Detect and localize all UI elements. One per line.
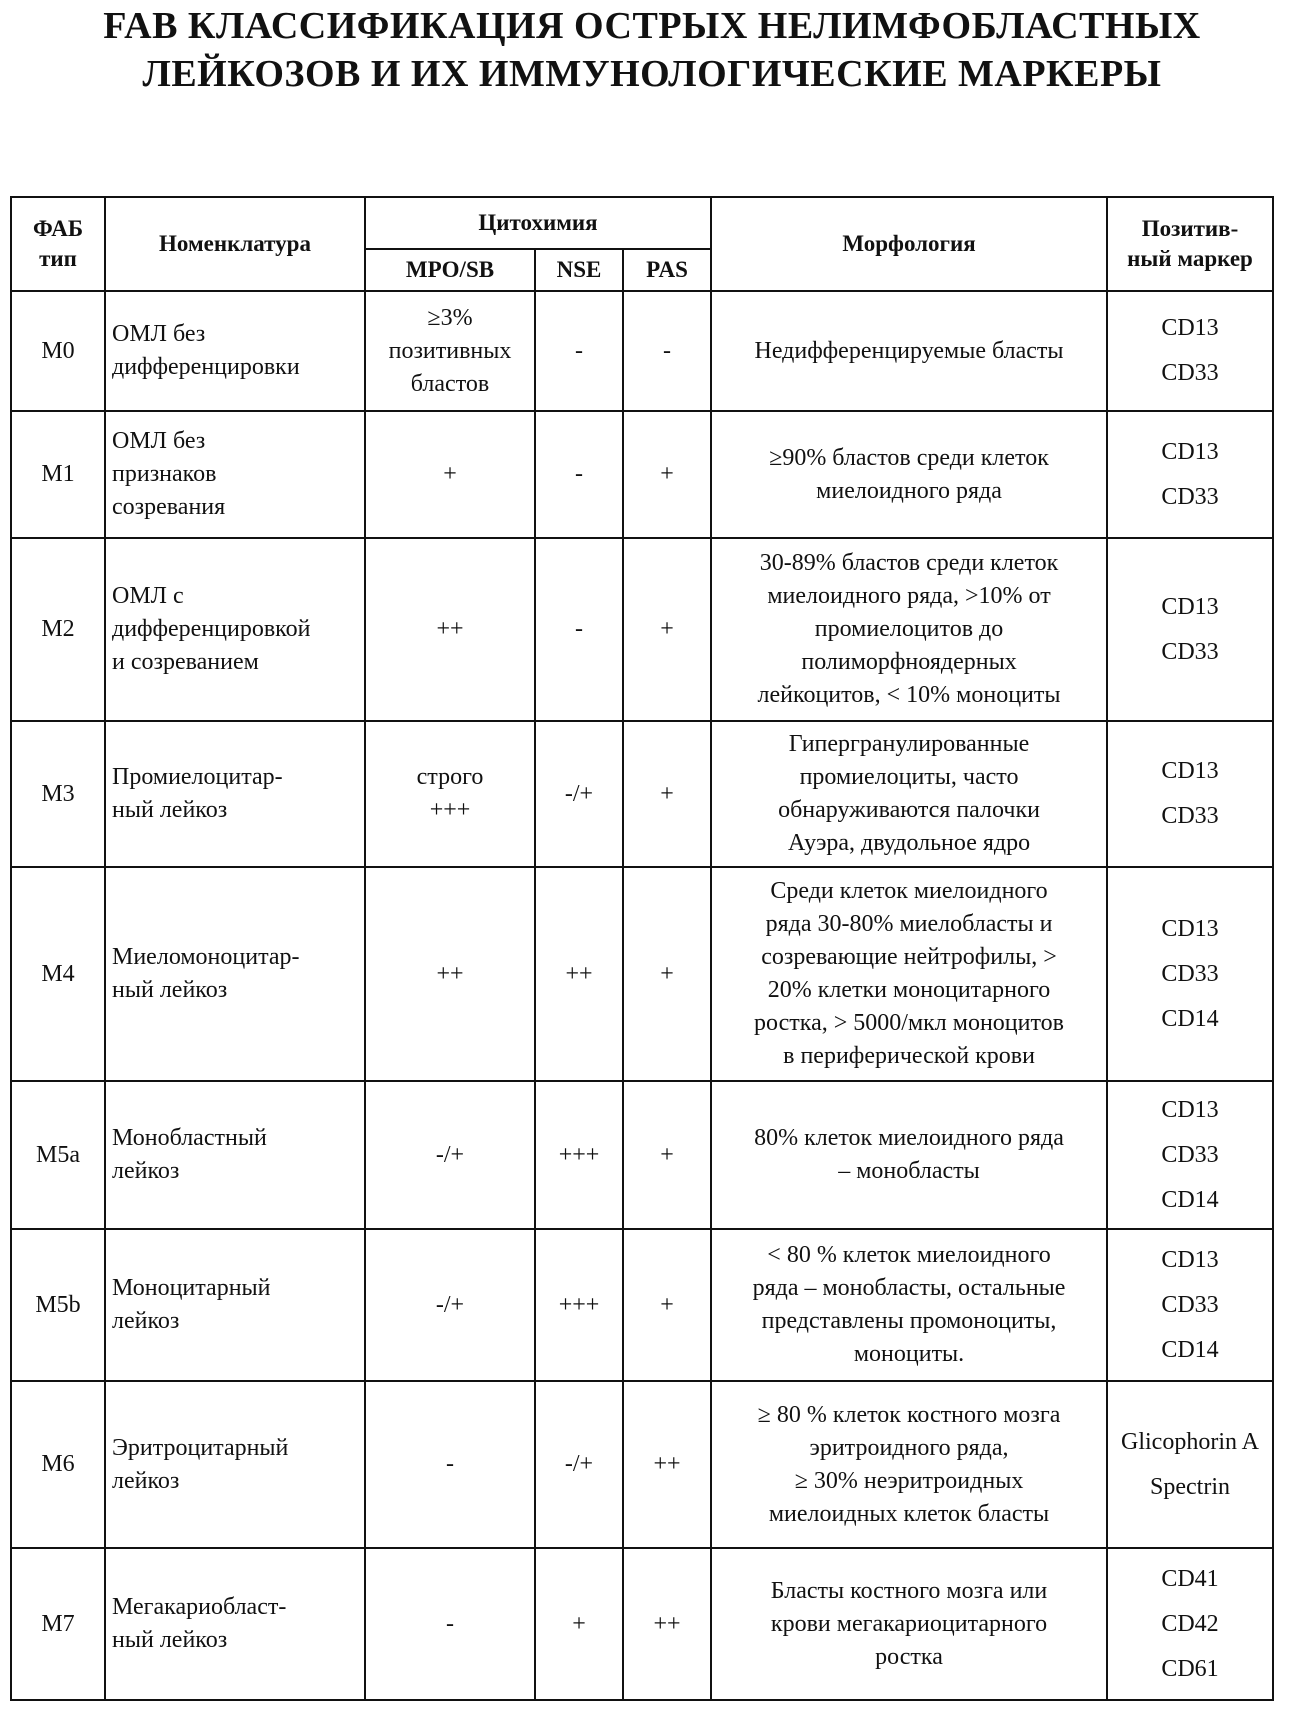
cell-morphology: Недифференцируемые бласты [711, 291, 1107, 411]
cell-fab-type: M5b [11, 1229, 105, 1381]
cell-mpo-sb: + [365, 411, 535, 538]
cell-mpo-sb: - [365, 1381, 535, 1548]
cell-fab-type: M7 [11, 1548, 105, 1700]
header-mpo-sb: MPO/SB [365, 249, 535, 291]
title-line-2: ЛЕЙКОЗОВ И ИХ ИММУНОЛОГИЧЕСКИЕ МАРКЕРЫ [142, 53, 1162, 95]
marker-item: Glicophorin A [1121, 1428, 1260, 1455]
cell-fab-type: M5a [11, 1081, 105, 1229]
marker-item: CD14 [1161, 1186, 1219, 1213]
cell-nse: - [535, 538, 623, 721]
header-nse: NSE [535, 249, 623, 291]
cell-morphology: ≥ 80 % клеток костного мозга эритроидного ряда, ≥ 30% неэритроидных миелоидных клеток бласты [711, 1381, 1107, 1548]
cell-fab-type: M2 [11, 538, 105, 721]
cell-morphology: 80% клеток миелоидного ряда – монобласты [711, 1081, 1107, 1229]
marker-item: CD13 [1161, 758, 1219, 784]
cell-nse: ++ [535, 867, 623, 1081]
cell-pas: + [623, 1081, 711, 1229]
cell-nomenclature: Мегакариобласт- ный лейкоз [105, 1548, 365, 1700]
header-pas: PAS [623, 249, 711, 291]
marker-item: CD33 [1161, 483, 1219, 510]
marker-item: CD33 [1161, 960, 1219, 987]
cell-pas: + [623, 538, 711, 721]
cell-nse: +++ [535, 1229, 623, 1381]
cell-nomenclature: Монобластный лейкоз [105, 1081, 365, 1229]
cell-morphology: Гипергранулированные промиелоциты, часто обнаруживаются палочки Ауэра, двудольное ядро [711, 721, 1107, 867]
header-nomenclature: Номенклатура [105, 197, 365, 291]
marker-item: CD13 [1161, 438, 1219, 465]
cell-nomenclature: ОМЛ с дифференцировкой и созреванием [105, 538, 365, 721]
table-row [11, 1381, 1273, 1548]
marker-item: CD33 [1161, 360, 1219, 386]
cell-positive-markers [1107, 867, 1273, 1081]
marker-item: CD42 [1161, 1610, 1219, 1637]
table-row [11, 1081, 1273, 1229]
table-row [11, 538, 1273, 721]
cell-mpo-sb: ++ [365, 867, 535, 1081]
cell-nse: -/+ [535, 1381, 623, 1548]
marker-item: CD33 [1161, 803, 1219, 829]
header-cytochemistry: Цитохимия [365, 197, 711, 249]
cell-positive-markers [1107, 538, 1273, 721]
marker-item: CD13 [1161, 315, 1219, 341]
cell-nse: + [535, 1548, 623, 1700]
cell-mpo-sb: ≥3% позитивных бластов [365, 291, 535, 411]
marker-item: CD33 [1161, 1291, 1219, 1318]
table-row [11, 411, 1273, 538]
cell-nomenclature: ОМЛ без дифференцировки [105, 291, 365, 411]
marker-item: CD61 [1161, 1655, 1219, 1682]
marker-item: CD14 [1161, 1336, 1219, 1363]
marker-item: CD33 [1161, 1141, 1219, 1168]
cell-mpo-sb: - [365, 1548, 535, 1700]
cell-fab-type: M6 [11, 1381, 105, 1548]
cell-nomenclature: Моноцитарный лейкоз [105, 1229, 365, 1381]
marker-item: CD14 [1161, 1005, 1219, 1032]
cell-morphology: ≥90% бластов среди клеток миелоидного ряда [711, 411, 1107, 538]
marker-item: CD13 [1161, 1246, 1219, 1273]
cell-positive-markers [1107, 1229, 1273, 1381]
header-fab-type: ФАБ тип [11, 197, 105, 291]
cell-nomenclature: Промиелоцитар- ный лейкоз [105, 721, 365, 867]
title-line-1: FAB КЛАССИФИКАЦИЯ ОСТРЫХ НЕЛИМФОБЛАСТНЫХ [103, 5, 1201, 47]
cell-fab-type: M4 [11, 867, 105, 1081]
table-row [11, 721, 1273, 867]
cell-pas: + [623, 721, 711, 867]
marker-item: CD13 [1161, 1096, 1219, 1123]
cell-mpo-sb: ++ [365, 538, 535, 721]
cell-positive-markers [1107, 291, 1273, 411]
cell-mpo-sb: -/+ [365, 1229, 535, 1381]
cell-morphology: 30-89% бластов среди клеток миелоидного ряда, >10% от промиелоцитов до полиморфноядерных лейкоцитов, < 10% моноциты [711, 538, 1107, 721]
page-title [0, 2, 1304, 98]
cell-pas: + [623, 867, 711, 1081]
table-row [11, 1548, 1273, 1700]
table-row [11, 867, 1273, 1081]
cell-nse: -/+ [535, 721, 623, 867]
marker-item: CD13 [1161, 915, 1219, 942]
header-morphology: Морфология [711, 197, 1107, 291]
cell-positive-markers [1107, 1548, 1273, 1700]
cell-nse: - [535, 411, 623, 538]
cell-pas: ++ [623, 1548, 711, 1700]
cell-mpo-sb: строго +++ [365, 721, 535, 867]
cell-nomenclature: Эритроцитарный лейкоз [105, 1381, 365, 1548]
marker-item: Spectrin [1150, 1473, 1230, 1500]
cell-mpo-sb: -/+ [365, 1081, 535, 1229]
cell-morphology: Бласты костного мозга или крови мегакариоцитарного ростка [711, 1548, 1107, 1700]
cell-pas: ++ [623, 1381, 711, 1548]
cell-positive-markers [1107, 1381, 1273, 1548]
header-positive-marker: Позитив- ный маркер [1107, 197, 1273, 291]
marker-item: CD13 [1161, 593, 1219, 620]
cell-fab-type: M0 [11, 291, 105, 411]
cell-fab-type: M3 [11, 721, 105, 867]
cell-pas: - [623, 291, 711, 411]
cell-nomenclature: ОМЛ без признаков созревания [105, 411, 365, 538]
cell-morphology: Среди клеток миелоидного ряда 30-80% миелобласты и созревающие нейтрофилы, > 20% клетки моноцитарного ростка, > 5000/мкл моноцитов в периферической крови [711, 867, 1107, 1081]
cell-nse: - [535, 291, 623, 411]
cell-morphology: < 80 % клеток миелоидного ряда – монобласты, остальные представлены промоноциты, моноциты. [711, 1229, 1107, 1381]
table-row [11, 1229, 1273, 1381]
cell-positive-markers [1107, 1081, 1273, 1229]
table-row [11, 291, 1273, 411]
marker-item: CD41 [1161, 1565, 1219, 1592]
cell-positive-markers [1107, 411, 1273, 538]
cell-nse: +++ [535, 1081, 623, 1229]
cell-pas: + [623, 1229, 711, 1381]
cell-pas: + [623, 411, 711, 538]
cell-nomenclature: Миеломоноцитар- ный лейкоз [105, 867, 365, 1081]
fab-classification-table [10, 196, 1274, 1701]
cell-fab-type: M1 [11, 411, 105, 538]
cell-positive-markers [1107, 721, 1273, 867]
marker-item: CD33 [1161, 638, 1219, 665]
